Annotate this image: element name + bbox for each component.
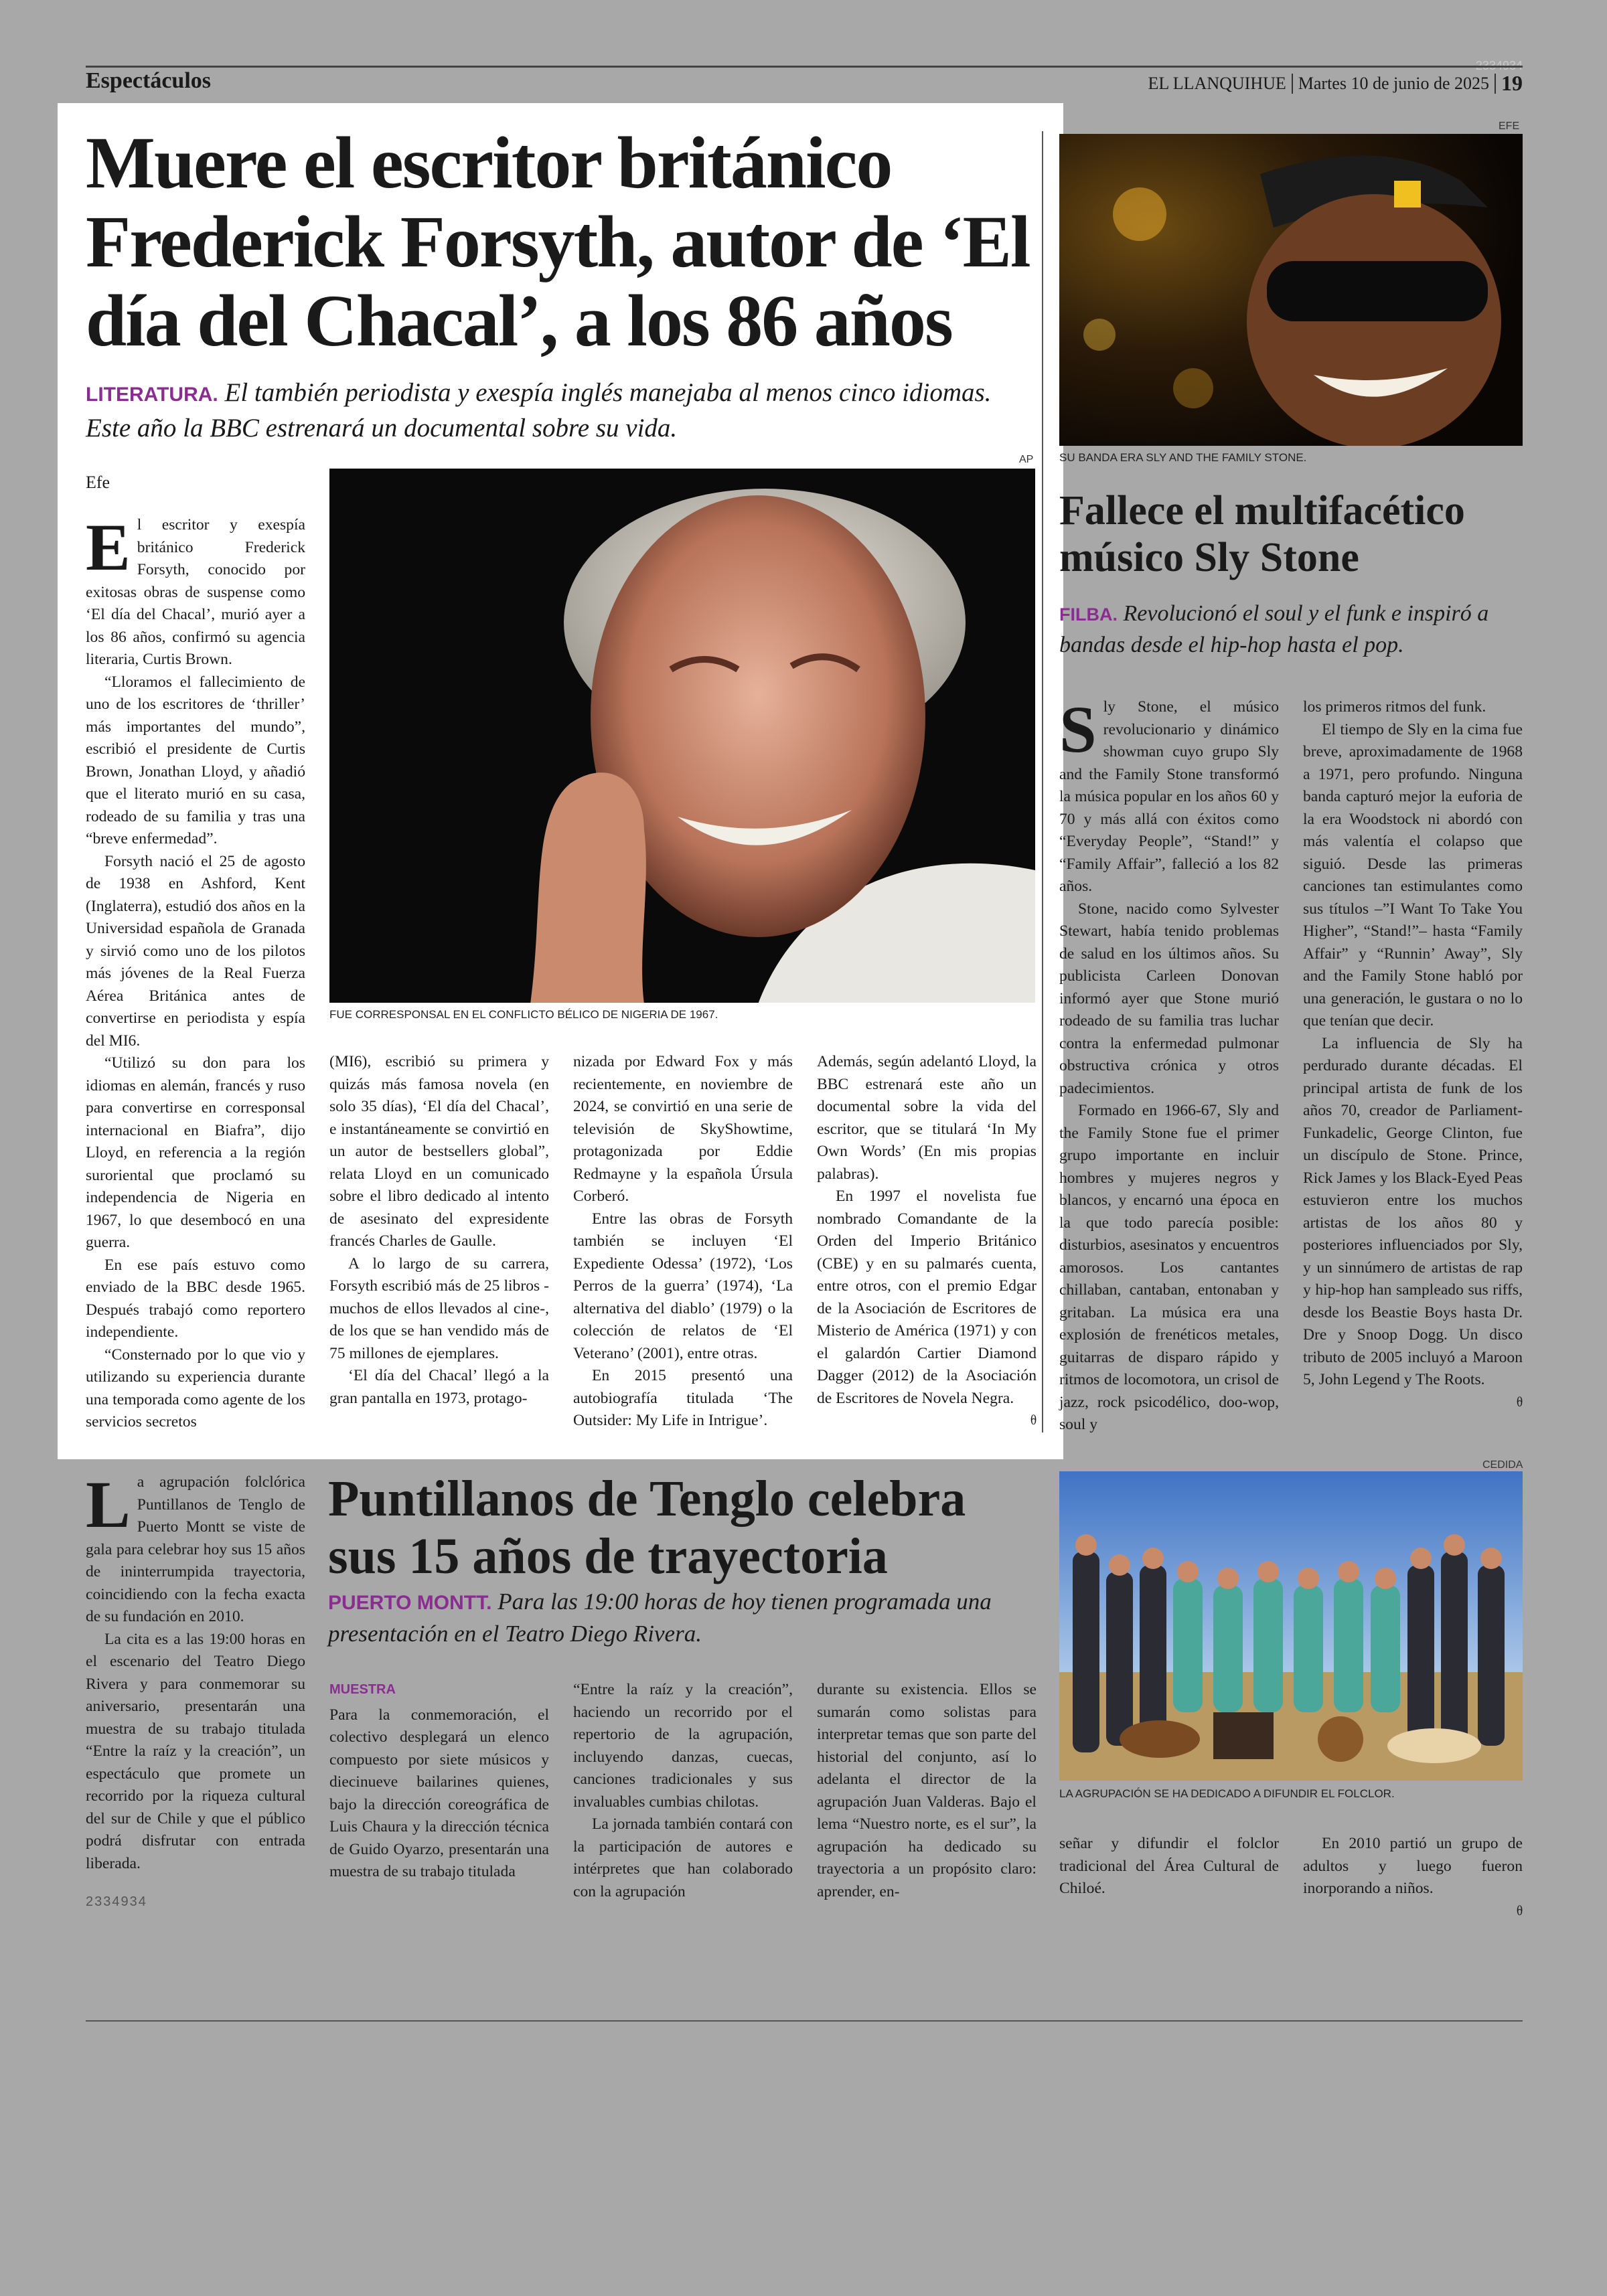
forsyth-column-1 [86,510,305,1434]
sly-deck-text: Revolucionó el soul y el funk e inspiró a bandas desde el hip-hop hasta el pop. [1059,601,1489,657]
puntillanos-headline: Puntillanos de Tenglo celebra sus 15 años de trayectoria [328,1471,966,1584]
paragraph: En 2010 partió un grupo de adultos y luego fueron inorporando a niños. [1303,1835,1523,1897]
puntillanos-dropcap: L [86,1467,131,1542]
forsyth-kicker: LITERATURA. [86,384,218,406]
paragraph: Stone, nacido como Sylvester Stewart, había tenido problemas de salud en los últimos años. Su publicista Carleen Donovan informó ayer que Stone murió rodeado de su familia tras luchar contra la enfermedad pulmonar obstructiva crónica y otros padecimientos. [1059,900,1279,1097]
end-mark-icon: ᦲ [1516,1903,1523,1918]
sly-kicker: FILBA. [1059,604,1118,625]
portrait-illustration [329,469,1035,1003]
puntillanos-photo-caption: LA AGRUPACIÓN SE HA DEDICADO A DIFUNDIR EL FOLCLOR. [1059,1787,1395,1800]
footer-rule [86,2020,1523,2022]
sly-stone-photo [1059,134,1523,446]
paragraph: señar y difundir el folclor tradicional del Área Cultural de Chiloé. [1059,1835,1279,1897]
puntillanos-deck-text: Para las 19:00 horas de hoy tienen programada una presentación en el Teatro Diego Rivera. [328,1588,992,1647]
paragraph: Forsyth nació el 25 de agosto de 1938 en Ashford, Kent (Inglaterra), estudió dos años en la Universidad española de Granada y sirvió como uno de los pilotos más jóvenes de la Real Fuerza Aérea Británica antes de convertirse en periodista y espía del MI6. [86,852,305,1050]
end-mark-icon: ᦲ [1030,1413,1037,1428]
ad-code-stamp: 2334934 [86,1894,147,1909]
paragraph: durante su existencia. Ellos se sumarán como solistas para interpretar temas que son parte del historial del conjunto, así lo adelanta el director de la agrupación Juan Valderas. Bajo el lema “Nuestro norte, es el sur”, la agrupación ha dedicado su trayectoria a un propósito claro: aprender, en- [817,1681,1037,1900]
paragraph: Formado en 1966-67, Sly and the Family Stone fue el primer grupo importante en incluir hombres y mujeres negros y blancos, y encarnó una época en la que todo parecía posible: disturbios, asesinatos y encuentros amorosos. Los cantantes chillaban, cantaban, entonaban y gritaban. La música era una explosión de frenéticos metales, guitarras de disparo rápido y ritmos de locomotora, un crisol de jazz, rock psicodélico, doo-wop, soul y [1059,1102,1279,1433]
group-photo-illustration [1059,1471,1523,1781]
puntillanos-column-4 [817,1679,1037,1903]
paragraph: En 1997 el novelista fue nombrado Comandante de la Orden del Imperio Británico (CBE) y en su palmarés cuenta, entre otros, con el premio Edgar de la Asociación de Escritores de Misterio de América (1971) y con el galardón Cartier Diamond Dagger (2012) de la Asociación de Escritores de Novela Negra. [817,1187,1037,1407]
page-header-info [1148,71,1523,96]
sly-photo-credit: EFE [1499,120,1520,132]
forsyth-dropcap: E [86,510,131,584]
page-number: 19 [1501,71,1523,95]
forsyth-column-3 [573,1051,793,1432]
paragraph: El tiempo de Sly en la cima fue breve, aproximadamente de 1968 a 1971, pero profundo. Ninguna banda capturó mejor la euforia de la era Woodstock ni abordó con más valentía el colapso que siguió. Desde las primeras canciones tan estimulantes como sus títulos –”I Want To Take You Higher”, “Stand!”– hasta “Family Affair” y “Runnin’ Away”, Sly and the Family Stone habló por una generación, le gustara o no lo que tenían que decir. [1303,720,1523,1030]
paragraph: La influencia de Sly ha perdurado durante décadas. El principal artista de funk de los años 70, creador de Parliament-Funkadelic, George Clinton, fue un discípulo de Stone. Prince, Rick James y los Black-Eyed Peas estuvieron entre los muchos artistas de los años 80 y posteriores influenciados por Sly, y un sinnúmero de artistas de rap y hip-hop han sampleado sus riffs, desde los Beastie Boys hasta Dr. Dre y Snoop Dogg. Un disco tributo de 2005 incluyó a Maroon 5, John Legend y The Roots. [1303,1034,1523,1388]
header-separator [1292,74,1293,94]
puntillanos-column-6 [1303,1833,1523,1922]
paragraph: ly Stone, el músico revolucionario y dinámico showman cuyo grupo Sly and the Family Stone transformó la música popular en los años 60 y 70 y más allá con éxitos como “Everyday People”, “Stand!” y “Family Affair”, falleció a los 82 años. [1059,698,1279,895]
forsyth-photo-credit: AP [1019,454,1034,465]
puntillanos-subhead: MUESTRA [329,1682,396,1697]
forsyth-column-4 [817,1051,1037,1432]
end-mark-icon: ᦲ [1516,1394,1523,1410]
forsyth-column-2 [329,1051,549,1410]
paragraph: nizada por Edward Fox y más recientemente, en noviembre de 2024, se convirtió en una serie de televisión de SkyShowtime, protagonizada por Eddie Redmayne y la española Úrsula Corberó. [573,1053,793,1205]
paragraph: En ese país estuvo como enviado de la BBC desde 1965. Después trabajó como reportero independiente. [86,1256,305,1341]
forsyth-deck-text: El también periodista y exespía inglés manejaba al menos cinco idiomas. Este año la BBC estrenará un documental sobre su vida. [86,378,992,442]
sly-deck [1059,598,1528,661]
puntillanos-column-1 [86,1467,305,1875]
issue-date: Martes 10 de junio de 2025 [1298,73,1489,93]
paragraph: (MI6), escribió su primera y quizás más famosa novela (en solo 35 días), ‘El día del Chacal’, e instantáneamente se convirtió en un autor de bestsellers global”, relata Lloyd en un comunicado sobre el libro dedicado al intento de asesinato del expresidente francés Charles de Gaulle. [329,1053,549,1250]
section-name: Espectáculos [86,68,211,93]
puntillanos-column-5 [1059,1833,1279,1900]
paragraph: “Consternado por lo que vio y utilizando su experiencia durante una temporada como agente de los servicios secretos [86,1345,305,1430]
forsyth-photo-caption: FUE CORRESPONSAL EN EL CONFLICTO BÉLICO DE NIGERIA DE 1967. [329,1008,718,1021]
paragraph: Además, según adelantó Lloyd, la BBC estrenará este año un documental sobre la vida del escritor, que se titulará ‘In My Own Words’ (En mis propias palabras). [817,1053,1037,1183]
puntillanos-column-2 [329,1679,549,1884]
sly-dropcap: S [1059,692,1097,766]
forsyth-portrait-photo [329,469,1035,1003]
paragraph: ‘El día del Chacal’ llegó a la gran pantalla en 1973, protago- [329,1367,549,1407]
paragraph: La jornada también contará con la participación de autores e intérpretes que han colaborado con la agrupación [573,1815,793,1900]
forsyth-headline: Muere el escritor británico Frederick Forsyth, autor de ‘El día del Chacal’, a los 86 años [86,122,1030,361]
paragraph: los primeros ritmos del funk. [1303,698,1486,716]
forsyth-deck [86,376,1010,445]
paragraph: La cita es a las 19:00 horas en el escenario del Teatro Diego Rivera y para conmemorar su aniversario, presentarán una muestra de su trabajo titulada “Entre la raíz y la creación”, un espectáculo que promete un recorrido por la riqueza cultural del sur de Chile y que el público podrá disfrutar con entrada liberada. [86,1630,305,1872]
sly-photo-illustration [1059,134,1523,446]
column-divider [1042,131,1043,1432]
forsyth-byline: Efe [86,473,110,492]
sly-column-1 [1059,692,1279,1437]
puntillanos-group-photo [1059,1471,1523,1781]
paragraph: En 2015 presentó una autobiografía titulada ‘The Outsider: My Life in Intrigue’. [573,1367,793,1429]
paragraph: a agrupación folclórica Puntillanos de Tenglo de Puerto Montt se viste de gala para celebrar hoy sus 15 años de ininterrumpida trayectoria, coincidiendo con la fecha exacta de su fundación en 2010. [86,1473,305,1625]
puntillanos-kicker: PUERTO MONTT. [328,1592,492,1614]
paragraph: “Lloramos el fallecimiento de uno de los escritores de ‘thriller’ más importantes del mundo”, escribió el presidente de Curtis Brown, Jonathan Lloyd, y añadió que el literato murió en su casa, rodeado de su familia y tras una “breve enfermedad”. [86,673,305,847]
paragraph: A lo largo de su carrera, Forsyth escribió más de 25 libros -muchos de ellos llevados al cine-, de los que se han vendido más de 75 millones de ejemplares. [329,1254,549,1362]
sly-headline: Fallece el multifacético músico Sly Stone [1059,488,1465,580]
header-separator [1495,74,1496,94]
puntillanos-photo-credit: CEDIDA [1482,1459,1523,1471]
newspaper-name: EL LLANQUIHUE [1148,73,1286,93]
puntillanos-deck [328,1586,1038,1649]
sly-photo-caption: SU BANDA ERA SLY AND THE FAMILY STONE. [1059,451,1307,464]
puntillanos-column-3 [573,1679,793,1903]
paragraph: “Entre la raíz y la creación”, haciendo un recorrido por el repertorio de la agrupación, incluyendo danzas, cuecas, canciones tradicionales y sus invaluables cumbias chilotas. [573,1681,793,1811]
header-rule [86,66,1523,68]
paragraph: Entre las obras de Forsyth también se incluyen ‘El Expediente Odessa’ (1972), ‘Los Perros de la guerra’ (1974), ‘La alternativa del diablo’ (1979) o la colección de relatos de ‘El Veterano’ (2001), entre otras. [573,1210,793,1362]
paragraph: l escritor y exespía británico Frederick Forsyth, conocido por exitosas obras de suspense como ‘El día del Chacal’, murió ayer a los 86 años, confirmó su agencia literaria, Curtis Brown. [86,516,305,668]
paragraph: “Utilizó su don para los idiomas en alemán, francés y ruso para convertirse en corresponsal internacional en Biafra”, dijo Lloyd, en referencia a la región suroriental que proclamó su independencia de Nigeria en 1967, lo que desembocó en una guerra. [86,1054,305,1251]
sly-column-2 [1303,696,1523,1414]
paragraph: Para la conmemoración, el colectivo desplegará un elenco compuesto por siete músicos y diecinueve bailarines quienes, bajo la dirección coreográfica de Luis Chaura y la dirección técnica de Guido Oyarzo, presentarán una muestra de su trabajo titulada [329,1706,549,1880]
